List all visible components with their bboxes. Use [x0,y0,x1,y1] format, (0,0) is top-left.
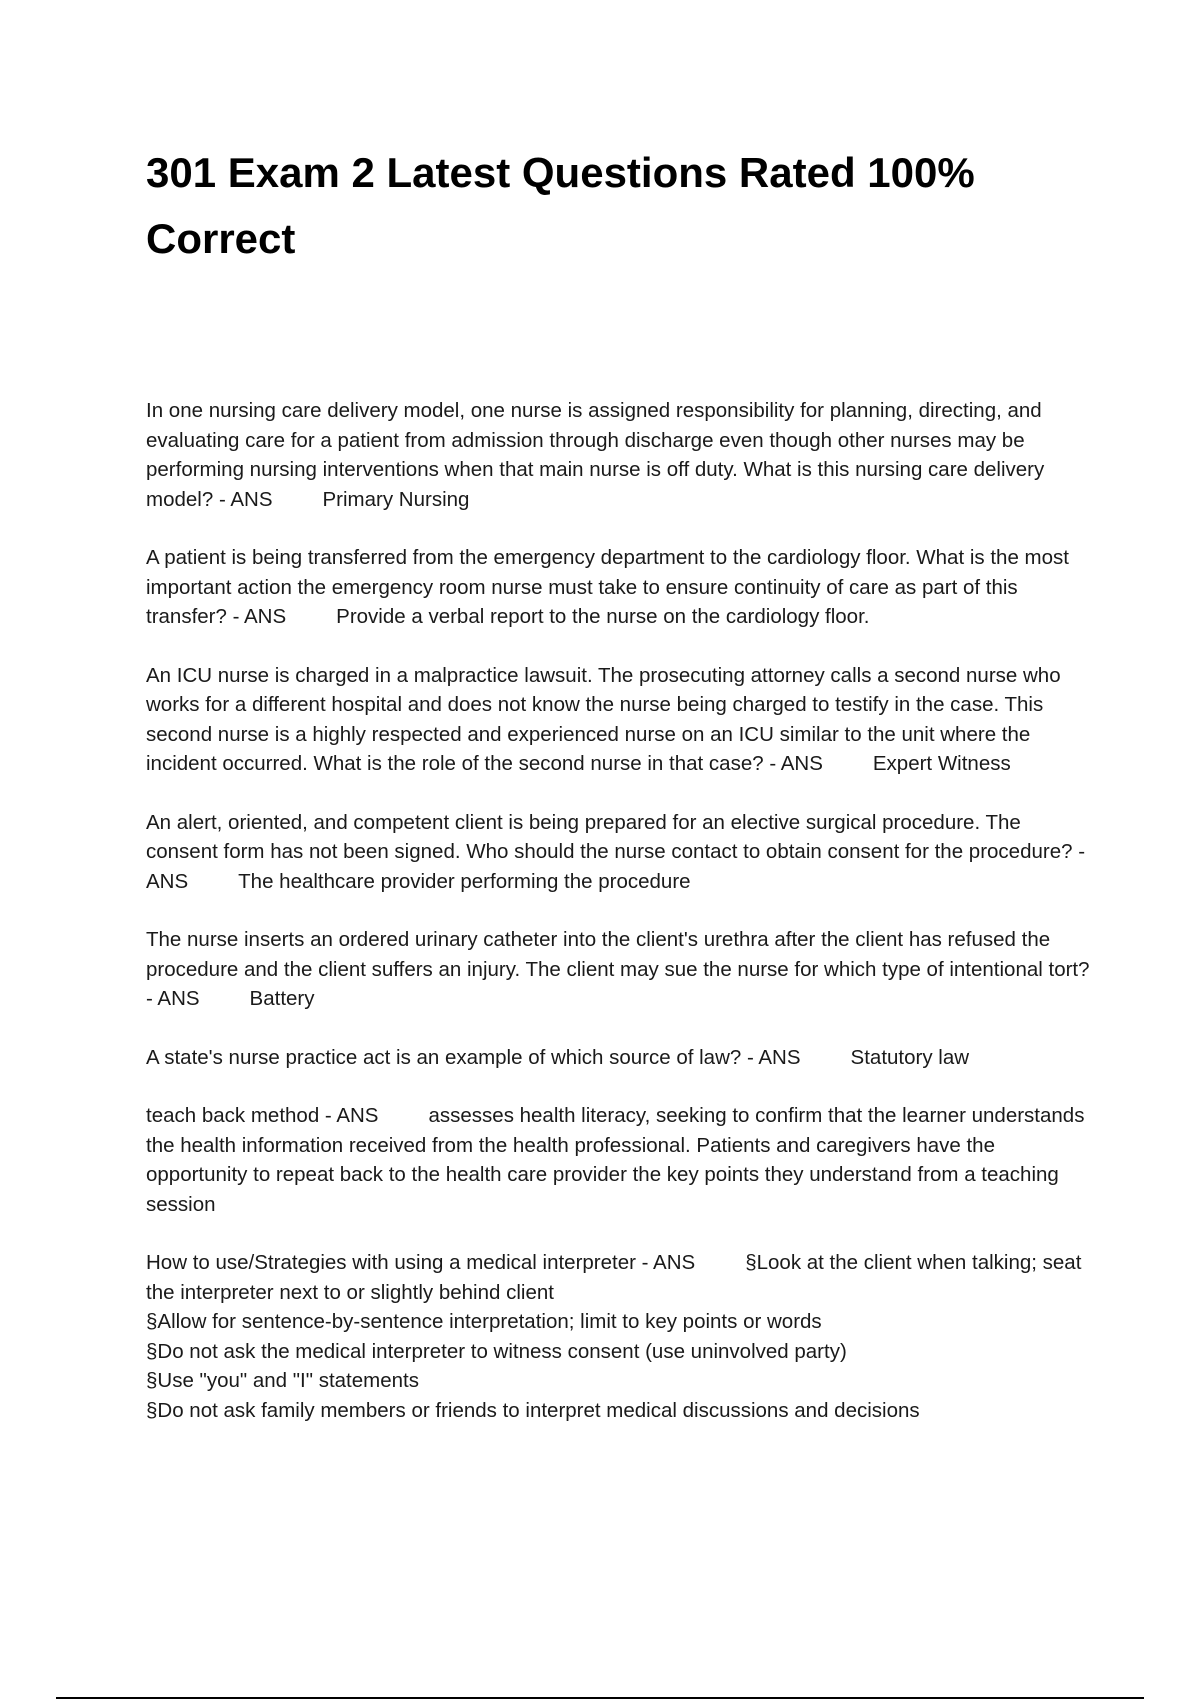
ans-marker: - ANS [226,605,287,628]
question-text: The nurse inserts an ordered urinary catheter into the client's urethra after the client has refused the procedure and the client suffers an injury. The client may sue the nurse for which type of intentional tort? [146,928,1090,981]
question-text: teach back method [146,1104,320,1127]
answer-text: Primary Nursing [322,487,470,511]
strategy-line: §Look at the client when talking; seat the interpreter next to or slightly behind client [146,1251,1082,1304]
question-text: An alert, oriented, and competent client is being prepared for an elective surgical procedure. The consent form has not been signed. Who should the nurse contact to obtain consent for the procedure? [146,810,1073,863]
strategy-line: §Use "you" and "I" statements [146,1369,419,1392]
ans-marker: - ANS [635,1251,696,1274]
answer-text: The healthcare provider performing the procedure [238,869,691,893]
ans-marker: - ANS [146,840,1086,893]
strategy-line: §Do not ask family members or friends to interpret medical discussions and decisions [146,1398,920,1422]
qa-item [146,396,1096,514]
question-text: A state's nurse practice act is an example of which source of law? [146,1045,742,1069]
answer-text: assesses health literacy, seeking to confirm that the learner understands the health information received from the health professional. Patients and caregivers have the opportunity to repeat back to the health care provider the key points they understand from a teaching session [146,1104,1085,1216]
document-title: 301 Exam 2 Latest Questions Rated 100% Correct [146,149,975,262]
qa-item [146,925,1096,1014]
ans-marker: - ANS [146,987,200,1010]
ans-marker: - ANS [741,1045,801,1069]
footer-divider [56,1697,1144,1699]
qa-item [146,661,1096,779]
qa-list [146,396,1096,1454]
qa-item [146,1101,1096,1219]
question-text: In one nursing care delivery model, one nurse is assigned responsibility for planning, directing, and evaluating care for a patient from admission through discharge even though other nurses may be performing nursing interventions when that main nurse is off duty. What is this nursing care delivery model? [146,399,1045,511]
question-text: How to use/Strategies with using a medical interpreter [146,1251,636,1274]
qa-item-strategies [146,1248,1096,1425]
question-text: A patient is being transferred from the emergency department to the cardiology floor. What is the most important action the emergency room nurse must take to ensure continuity of care as part of this transfer? [146,546,1069,628]
strategy-line: §Allow for sentence-by-sentence interpretation; limit to key points or words [146,1310,822,1333]
ans-marker: - ANS [763,752,823,775]
qa-item [146,1043,1096,1073]
answer-text: Battery [249,987,315,1010]
ans-marker: - ANS [213,487,273,511]
answer-text: Expert Witness [872,752,1011,775]
question-text: An ICU nurse is charged in a malpractice lawsuit. The prosecuting attorney calls a second nurse who works for a different hospital and does not know the nurse being charged to testify in the case. This second nurse is a highly respected and experienced nurse on an ICU similar to the unit where the incident occurred. What is the role of the second nurse in that case? [146,663,1061,775]
qa-item [146,808,1096,897]
strategy-line: §Do not ask the medical interpreter to witness consent (use uninvolved party) [146,1339,847,1363]
answer-text: Statutory law [850,1045,970,1069]
ans-marker: - ANS [319,1104,379,1127]
answer-text: Provide a verbal report to the nurse on the cardiology floor. [336,605,870,628]
qa-item [146,543,1096,632]
